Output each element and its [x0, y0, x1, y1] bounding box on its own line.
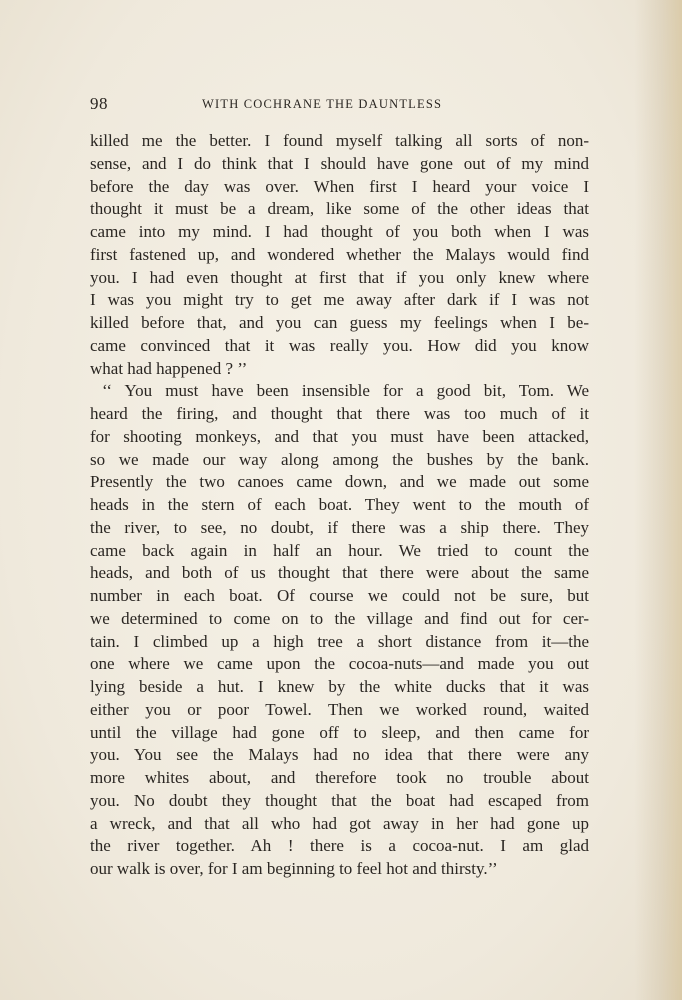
text-line: sense, and I do think that I should have gone out of my mind: [90, 153, 589, 173]
text-line: first fastened up, and wondered whether the Malays would find: [90, 244, 589, 264]
text-line: so we made our way along among the bushes by the bank.: [90, 449, 589, 469]
running-title: WITH COCHRANE THE DAUNTLESS: [202, 97, 443, 111]
text-line: heard the firing, and thought that there was too much of it: [90, 404, 589, 423]
text-line: heads, and both of us thought that there were about the same: [90, 563, 589, 583]
text-line: what had happened ? ’’: [90, 358, 248, 378]
text-line: a wreck, and that all who had got away in her had gone up: [90, 813, 589, 833]
text-line: you. You see the Malays had no idea that there were any: [90, 745, 589, 765]
text-line: came back again in half an hour. We tried to count the: [90, 540, 589, 560]
text-line: you. I had even thought at first that if you only knew where: [90, 267, 589, 287]
body-text: [90, 130, 589, 881]
text-line: lying beside a hut. I knew by the white ducks that it was: [90, 677, 589, 696]
text-line: either you or poor Towel. Then we worked round, waited: [90, 699, 589, 719]
text-line: Presently the two canoes came down, and we made out some: [90, 472, 589, 492]
text-line: the river together. Ah ! there is a cocoa-nut. I am glad: [90, 836, 589, 856]
text-line: we determined to come on to the village and find out for cer-: [90, 608, 589, 628]
text-line: you. No doubt they thought that the boat had escaped from: [90, 790, 589, 810]
text-line: I was you might try to get me away after dark if I was not: [90, 290, 589, 310]
text-line: thought it must be a dream, like some of the other ideas that: [90, 199, 589, 219]
text-line: before the day was over. When first I heard your voice I: [90, 176, 589, 196]
text-line: killed me the better. I found myself talking all sorts of non-: [90, 131, 589, 150]
running-head: [90, 94, 590, 114]
text-line: one where we came upon the cocoa-nuts—and made you out: [90, 654, 589, 674]
text-line: came convinced that it was really you. How did you know: [90, 335, 589, 355]
text-line: ‘‘ You must have been insensible for a good bit, Tom. We: [102, 381, 589, 401]
text-line: came into my mind. I had thought of you both when I was: [90, 222, 589, 241]
page-number: 98: [90, 94, 108, 113]
text-line: for shooting monkeys, and that you must have been attacked,: [90, 426, 589, 446]
text-line: number in each boat. Of course we could not be sure, but: [90, 586, 589, 605]
text-line: more whites about, and therefore took no trouble about: [90, 768, 589, 787]
text-line: killed before that, and you can guess my feelings when I be-: [90, 313, 589, 332]
text-line: the river, to see, no doubt, if there was a ship there. They: [90, 517, 589, 537]
text-line: heads in the stern of each boat. They went to the mouth of: [90, 495, 589, 514]
text-line: tain. I climbed up a high tree a short distance from it—the: [90, 631, 589, 651]
text-line: our walk is over, for I am beginning to feel hot and thirsty.’’: [90, 859, 498, 878]
text-line: until the village had gone off to sleep, and then came for: [90, 722, 589, 742]
